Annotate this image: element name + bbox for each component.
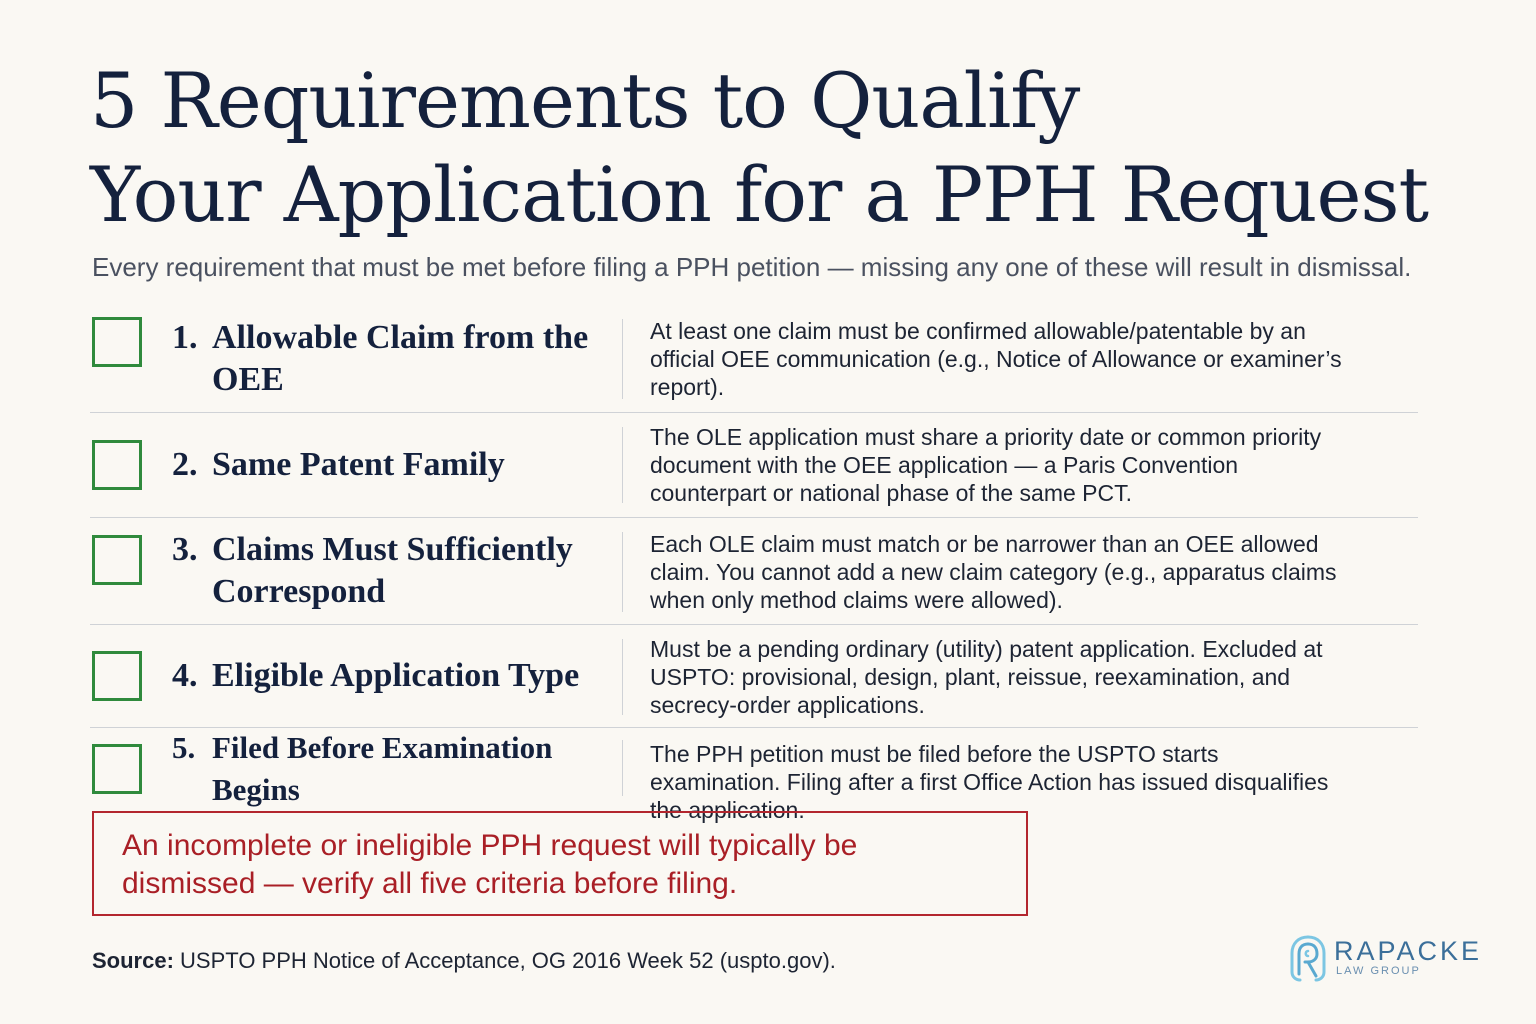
checkbox-icon[interactable] [92, 744, 142, 794]
rapacke-logo-mark-icon [1288, 934, 1328, 982]
checkbox-icon[interactable] [92, 651, 142, 701]
logo-subtitle: LAW GROUP [1336, 965, 1421, 977]
requirement-title-text: Eligible Application Type [212, 657, 580, 694]
requirement-number: 4. [172, 657, 198, 694]
logo-name: RAPACKE [1334, 936, 1483, 966]
requirement-title-text: Same Patent Family [212, 446, 505, 483]
source-citation [92, 948, 836, 974]
requirement-number: 1. [172, 318, 198, 356]
requirement-description: Must be a pending ordinary (utility) patent application. Excluded at USPTO: provisional, design, plant, reissue, reexamination, and secrecy-order applications. [650, 636, 1323, 718]
requirement-row-3 [90, 518, 1418, 625]
column-divider [622, 532, 623, 612]
column-divider [622, 427, 623, 503]
requirement-title [172, 317, 612, 401]
column-divider [622, 639, 623, 715]
checkbox-icon[interactable] [92, 317, 142, 367]
source-label: Source: [92, 948, 174, 973]
requirements-list [90, 305, 1418, 823]
checkbox-icon[interactable] [92, 535, 142, 585]
title-line-2: Your Application for a PPH Request [90, 150, 1429, 239]
requirement-title [172, 655, 612, 697]
requirement-row-2 [90, 413, 1418, 518]
requirement-number: 2. [172, 446, 198, 483]
rapacke-logo [1288, 934, 1488, 984]
warning-callout: An incomplete or ineligible PPH request will typically be dismissed — verify all five criteria before filing. [92, 811, 1028, 916]
requirement-description: The PPH petition must be filed before the USPTO starts examination. Filing after a first Office Action has issued disqualifies the application. [650, 741, 1329, 823]
checkbox-icon[interactable] [92, 440, 142, 490]
requirement-title-text: Allowable Claim from the OEE [212, 318, 589, 398]
requirement-row-1 [90, 305, 1418, 413]
column-divider [622, 740, 623, 796]
title-line-1: 5 Requirements to Qualify [90, 56, 1080, 145]
requirement-description: At least one claim must be confirmed allowable/patentable by an official OEE communication (e.g., Notice of Allowance or examiner’s report). [650, 318, 1342, 400]
requirement-title [172, 529, 612, 613]
requirement-number: 3. [172, 531, 198, 568]
requirement-title [172, 727, 632, 811]
column-divider [622, 319, 623, 399]
requirement-description: Each OLE claim must match or be narrower than an OEE allowed claim. You cannot add a new claim category (e.g., apparatus claims when only method claims were allowed). [650, 531, 1337, 613]
requirement-title-text: Claims Must Sufficiently Correspond [212, 531, 573, 610]
page-title [90, 54, 1490, 242]
requirement-description: The OLE application must share a priority date or common priority document with the OEE application — a Paris Convention counterpart or national phase of the same PCT. [650, 424, 1322, 506]
requirement-number: 5. [172, 730, 196, 765]
requirement-row-4 [90, 625, 1418, 728]
requirement-title-text: Filed Before Examination Begins [212, 730, 553, 807]
requirement-row-5 [90, 728, 1418, 823]
requirement-title [172, 444, 612, 486]
page-subtitle: Every requirement that must be met before filing a PPH petition — missing any one of these will result in dismissal. [92, 252, 1412, 282]
source-text: USPTO PPH Notice of Acceptance, OG 2016 Week 52 (uspto.gov). [180, 948, 836, 973]
